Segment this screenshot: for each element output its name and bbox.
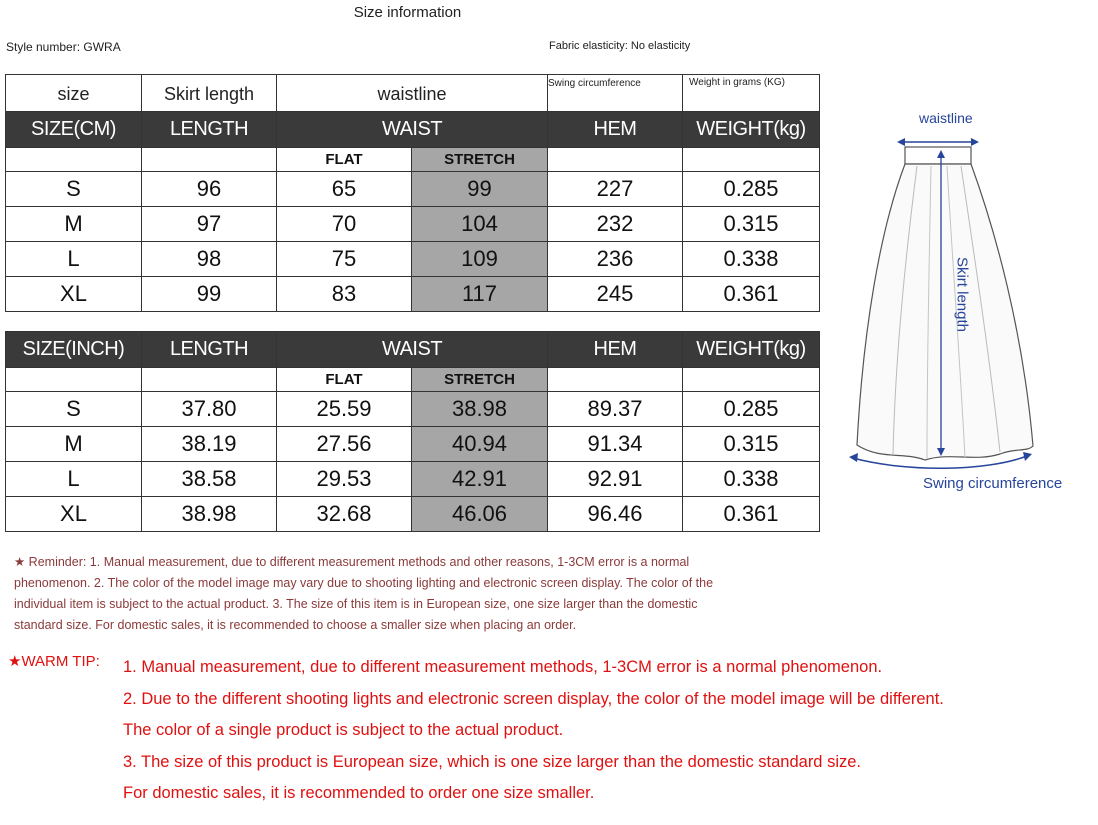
- subheader-blank: [142, 148, 277, 172]
- diagram-waistline-label: waistline: [919, 110, 973, 126]
- subheader-blank: [548, 368, 683, 392]
- subheader-blank: [683, 368, 820, 392]
- header-size: SIZE(INCH): [6, 332, 142, 368]
- subheader-blank: [6, 368, 142, 392]
- warm-tip-label: ★WARM TIP:: [8, 653, 100, 670]
- cell-weight: 0.285: [683, 392, 820, 427]
- label-swing-circumference: Swing circumference: [548, 75, 683, 114]
- header-weight: WEIGHT(kg): [683, 112, 820, 148]
- cell-hem: 232: [548, 207, 683, 242]
- cell-weight: 0.315: [683, 427, 820, 462]
- subheader-blank: [142, 368, 277, 392]
- table-row: [6, 392, 820, 427]
- cell-waist-flat: 70: [277, 207, 412, 242]
- label-row-table: [5, 74, 820, 114]
- table-row: [6, 277, 820, 312]
- cell-length: 38.58: [142, 462, 277, 497]
- cell-waist-flat: 83: [277, 277, 412, 312]
- table-row: [6, 462, 820, 497]
- warm-tip-line: 3. The size of this product is European size, which is one size larger than the domestic standard size.: [123, 752, 861, 771]
- cell-length: 38.19: [142, 427, 277, 462]
- subheader-flat: FLAT: [277, 148, 412, 172]
- reminder-line: ★ Reminder: 1. Manual measurement, due to different measurement methods and other reasons, 1-3CM error is a normal: [14, 555, 690, 569]
- cell-hem: 96.46: [548, 497, 683, 532]
- cell-size: XL: [6, 497, 142, 532]
- subheader-stretch: STRETCH: [412, 368, 548, 392]
- label-weight: Weight in grams (KG): [683, 75, 820, 114]
- header-waist: WAIST: [277, 332, 548, 368]
- diagram-skirt-length-label: Skirt length: [953, 256, 971, 333]
- cell-size: M: [6, 207, 142, 242]
- cell-length: 96: [142, 172, 277, 207]
- warm-tip-line: The color of a single product is subject to the actual product.: [123, 721, 564, 740]
- cell-waist-flat: 65: [277, 172, 412, 207]
- cell-weight: 0.361: [683, 497, 820, 532]
- table-row: [6, 207, 820, 242]
- cell-waist-stretch: 40.94: [412, 427, 548, 462]
- subheader-blank: [6, 148, 142, 172]
- header-waist: WAIST: [277, 112, 548, 148]
- subheader-blank: [548, 148, 683, 172]
- cell-waist-stretch: 46.06: [412, 497, 548, 532]
- header-hem: HEM: [548, 332, 683, 368]
- cell-hem: 89.37: [548, 392, 683, 427]
- cell-length: 98: [142, 242, 277, 277]
- header-length: LENGTH: [142, 112, 277, 148]
- cell-waist-flat: 27.56: [277, 427, 412, 462]
- table-row: [6, 242, 820, 277]
- label-waistline: waistline: [277, 75, 548, 114]
- cell-weight: 0.285: [683, 172, 820, 207]
- warm-tip-text: [123, 652, 944, 810]
- cell-size: S: [6, 172, 142, 207]
- table-row: [6, 172, 820, 207]
- header-hem: HEM: [548, 112, 683, 148]
- warm-tip-line: 2. Due to the different shooting lights and electronic screen display, the color of the model image will be different.: [123, 689, 944, 708]
- skirt-diagram: [835, 100, 1098, 500]
- reminder-line: standard size. For domestic sales, it is recommended to choose a smaller size when placing an order.: [14, 618, 577, 632]
- page-title: Size information: [353, 4, 462, 21]
- subheader-stretch: STRETCH: [412, 148, 548, 172]
- cell-weight: 0.361: [683, 277, 820, 312]
- fabric-elasticity: Fabric elasticity: No elasticity: [549, 40, 691, 52]
- warm-tip-line: 1. Manual measurement, due to different measurement methods, 1-3CM error is a normal phenomenon.: [123, 658, 883, 676]
- reminder-line: individual item is subject to the actual product. 3. The size of this item is in European size, one size larger than the domestic: [14, 597, 698, 611]
- cell-hem: 236: [548, 242, 683, 277]
- subheader-blank: [683, 148, 820, 172]
- cell-waist-stretch: 104: [412, 207, 548, 242]
- header-size: SIZE(CM): [6, 112, 142, 148]
- subheader-flat: FLAT: [277, 368, 412, 392]
- cell-size: XL: [6, 277, 142, 312]
- table-row: [6, 497, 820, 532]
- header-weight: WEIGHT(kg): [683, 332, 820, 368]
- cell-length: 99: [142, 277, 277, 312]
- size-table-inch: [5, 331, 820, 532]
- diagram-swing-label: Swing circumference: [923, 475, 1063, 492]
- cell-waist-stretch: 38.98: [412, 392, 548, 427]
- cell-waist-flat: 25.59: [277, 392, 412, 427]
- cell-waist-stretch: 117: [412, 277, 548, 312]
- warm-tip-line: For domestic sales, it is recommended to order one size smaller.: [123, 784, 595, 803]
- cell-waist-flat: 75: [277, 242, 412, 277]
- cell-length: 37.80: [142, 392, 277, 427]
- cell-hem: 227: [548, 172, 683, 207]
- table-row: [6, 427, 820, 462]
- cell-hem: 91.34: [548, 427, 683, 462]
- cell-size: L: [6, 242, 142, 277]
- cell-waist-flat: 29.53: [277, 462, 412, 497]
- label-size: size: [6, 75, 142, 114]
- cell-weight: 0.338: [683, 242, 820, 277]
- size-table-cm: [5, 111, 820, 312]
- header-length: LENGTH: [142, 332, 277, 368]
- cell-length: 97: [142, 207, 277, 242]
- cell-size: S: [6, 392, 142, 427]
- cell-hem: 245: [548, 277, 683, 312]
- cell-weight: 0.338: [683, 462, 820, 497]
- cell-waist-stretch: 42.91: [412, 462, 548, 497]
- cell-size: L: [6, 462, 142, 497]
- cell-waist-stretch: 109: [412, 242, 548, 277]
- cell-length: 38.98: [142, 497, 277, 532]
- reminder-text: [14, 552, 814, 636]
- cell-waist-flat: 32.68: [277, 497, 412, 532]
- cell-size: M: [6, 427, 142, 462]
- cell-waist-stretch: 99: [412, 172, 548, 207]
- reminder-line: phenomenon. 2. The color of the model image may vary due to shooting lighting and electronic screen display. The color of the: [14, 576, 714, 590]
- label-skirt-length: Skirt length: [142, 75, 277, 114]
- cell-hem: 92.91: [548, 462, 683, 497]
- style-number: Style number: GWRA: [6, 40, 121, 54]
- cell-weight: 0.315: [683, 207, 820, 242]
